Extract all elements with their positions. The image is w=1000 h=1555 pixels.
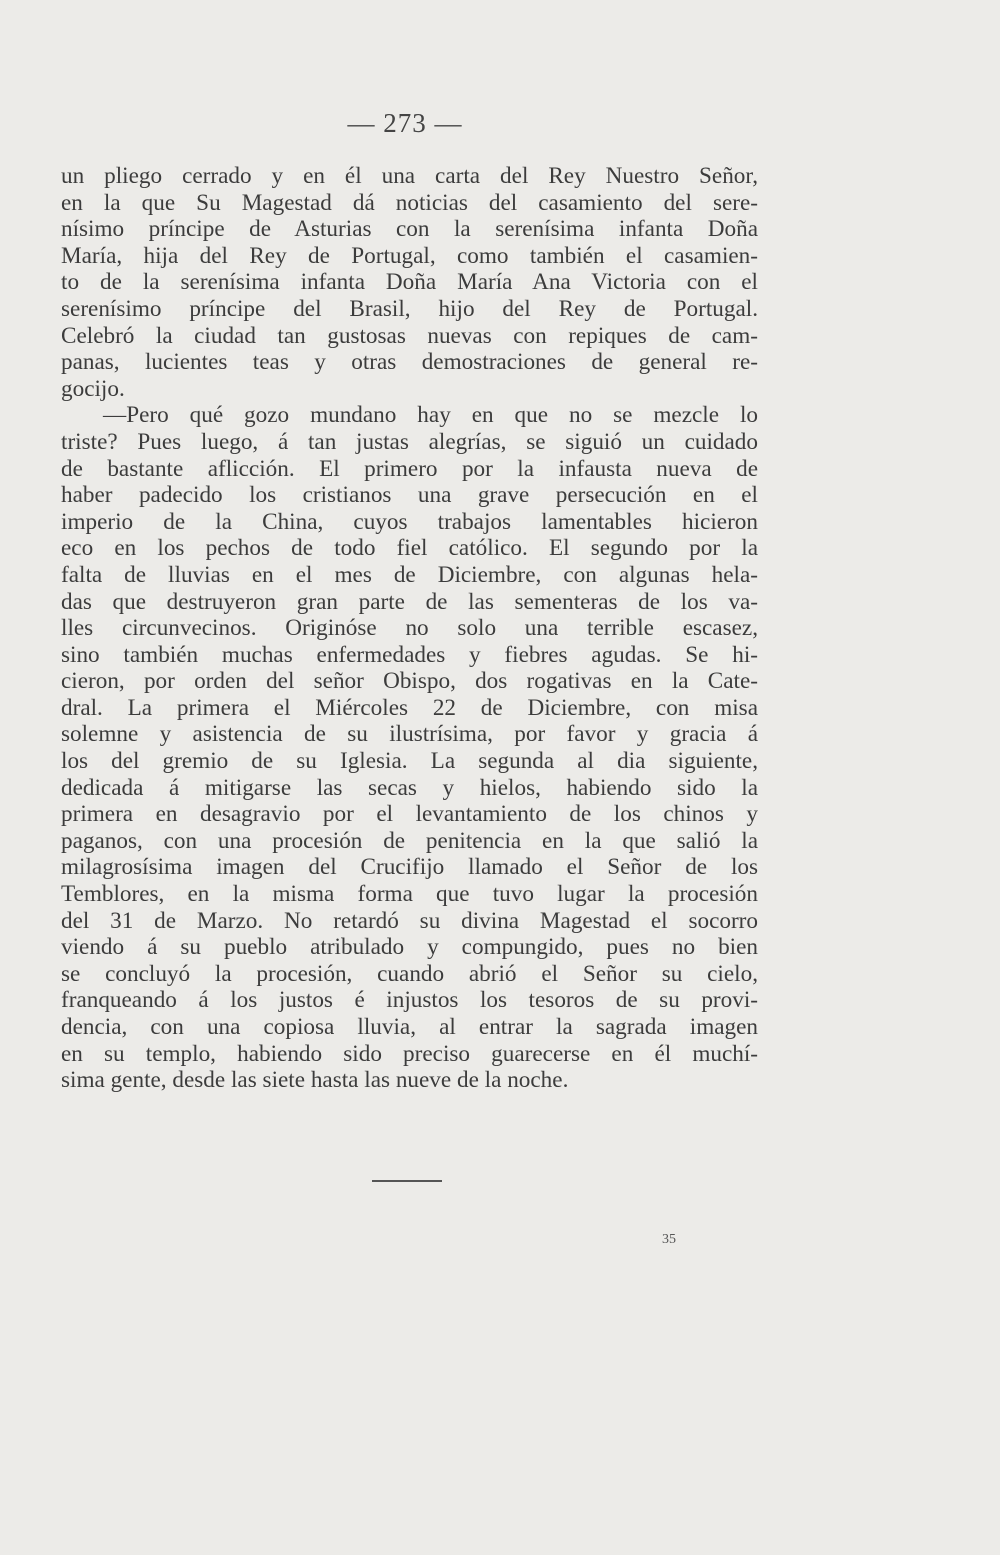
text-line: se concluyó la procesión, cuando abrió el Señor su cielo, <box>61 960 758 987</box>
text-line: un pliego cerrado y en él una carta del Rey Nuestro Señor, <box>61 163 758 189</box>
text-line: en su templo, habiendo sido preciso guarecerse en él muchí- <box>61 1040 758 1067</box>
text-line: sino también muchas enfermedades y fiebres agudas. Se hi- <box>61 641 758 668</box>
body-text <box>61 163 758 1094</box>
text-line: panas, lucientes teas y otras demostraciones de general re- <box>61 349 758 376</box>
text-line: Temblores, en la misma forma que tuvo lugar la procesión <box>61 881 758 908</box>
section-divider <box>372 1180 442 1182</box>
text-line: viendo á su pueblo atribulado y compungido, pues no bien <box>61 934 758 961</box>
text-line: nísimo príncipe de Asturias con la serenísima infanta Doña <box>61 216 758 243</box>
text-line: del 31 de Marzo. No retardó su divina Magestad el socorro <box>61 907 758 934</box>
printer-signature: 35 <box>662 1232 676 1247</box>
text-line: en la que Su Magestad dá noticias del casamiento del sere- <box>61 189 758 216</box>
text-line: eco en los pechos de todo fiel católico. El segundo por la <box>61 535 758 562</box>
text-line: triste? Pues luego, á tan justas alegrías, se siguió un cuidado <box>61 428 758 455</box>
page-number: — 273 — <box>347 108 463 138</box>
text-line: primera en desagravio por el levantamiento de los chinos y <box>61 801 758 828</box>
text-line: María, hija del Rey de Portugal, como también el casamien- <box>61 242 758 269</box>
text-line: —Pero qué gozo mundano hay en que no se mezcle lo <box>103 402 758 429</box>
text-line: Celebró la ciudad tan gustosas nuevas con repiques de cam- <box>61 322 758 349</box>
text-line: milagrosísima imagen del Crucifijo llamado el Señor de los <box>61 854 758 881</box>
text-line: los del gremio de su Iglesia. La segunda al dia siguiente, <box>61 748 758 775</box>
text-line: gocijo. <box>61 375 125 402</box>
text-line: dencia, con una copiosa lluvia, al entrar la sagrada imagen <box>61 1014 758 1040</box>
text-line: dedicada á mitigarse las secas y hielos, habiendo sido la <box>61 774 758 801</box>
text-line: dral. La primera el Miércoles 22 de Diciembre, con misa <box>61 694 758 721</box>
text-line: serenísimo príncipe del Brasil, hijo del Rey de Portugal. <box>61 295 758 322</box>
text-line: haber padecido los cristianos una grave persecución en el <box>61 482 758 509</box>
text-line: imperio de la China, cuyos trabajos lamentables hicieron <box>61 508 758 535</box>
text-line: falta de lluvias en el mes de Diciembre, con algunas hela- <box>61 561 758 588</box>
text-line: franqueando á los justos é injustos los tesoros de su provi- <box>61 987 758 1014</box>
text-line: solemne y asistencia de su ilustrísima, por favor y gracia á <box>61 721 758 748</box>
text-line: sima gente, desde las siete hasta las nueve de la noche. <box>61 1067 569 1094</box>
text-line: cieron, por orden del señor Obispo, dos rogativas en la Cate- <box>61 668 758 695</box>
text-line: lles circunvecinos. Originóse no solo una terrible escasez, <box>61 615 758 642</box>
text-line: das que destruyeron gran parte de las sementeras de los va- <box>61 588 758 615</box>
text-line: to de la serenísima infanta Doña María Ana Victoria con el <box>61 269 758 296</box>
text-line: de bastante aflicción. El primero por la infausta nueva de <box>61 455 758 482</box>
text-line: paganos, con una procesión de penitencia en la que salió la <box>61 827 758 854</box>
